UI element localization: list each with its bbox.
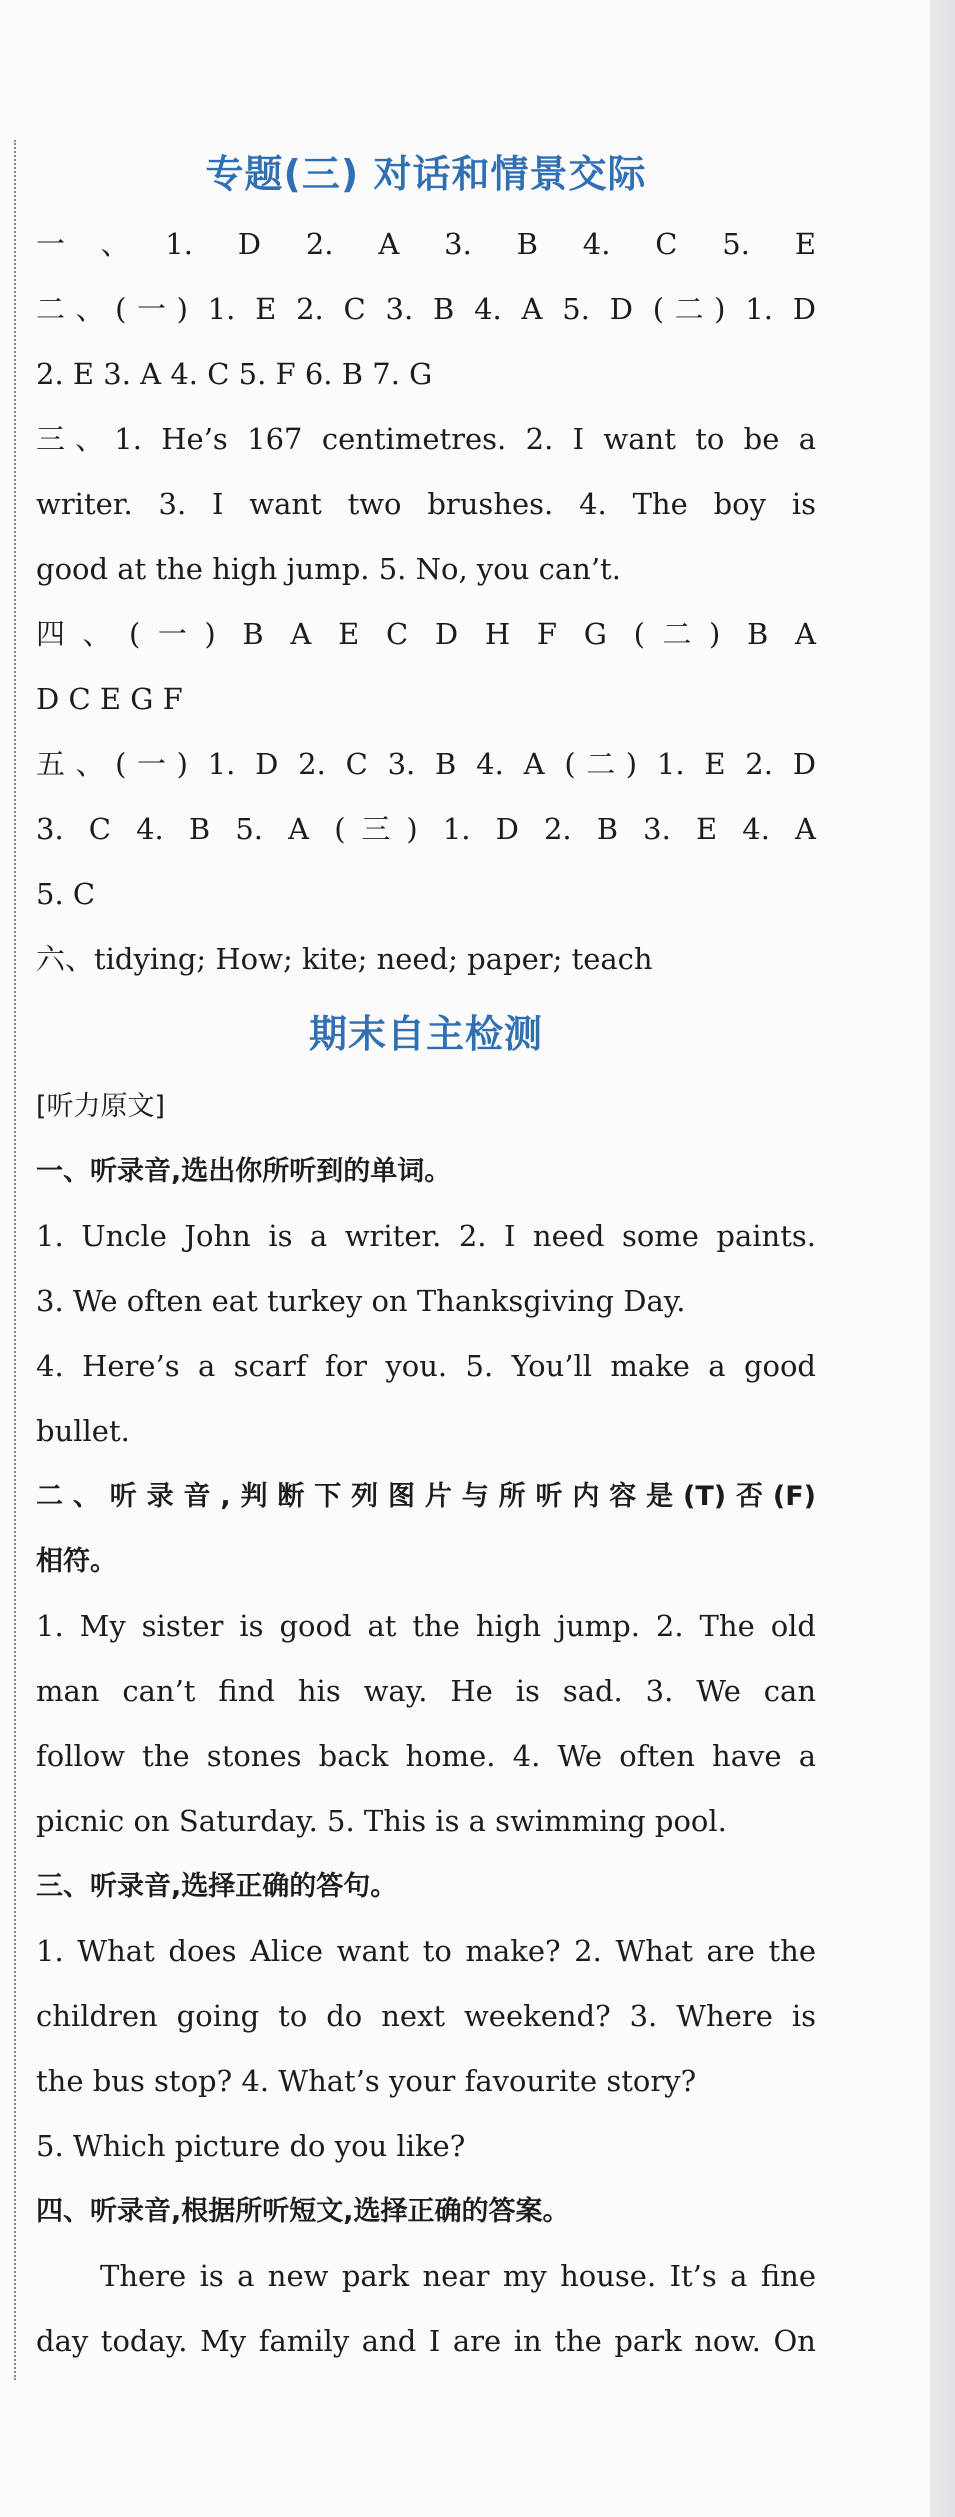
section-title-final-test: 期末自主检测 bbox=[308, 1012, 543, 1056]
answer-line: 三、1. He’s 167 centimetres. 2. I want to be a bbox=[36, 422, 816, 456]
script-line: 1. My sister is good at the high jump. 2. The old bbox=[36, 1609, 816, 1643]
answer-line: 六、tidying; How; kite; need; paper; teach bbox=[36, 942, 653, 976]
script-line: man can’t find his way. He is sad. 3. We can bbox=[36, 1674, 816, 1708]
script-line: children going to do next weekend? 3. Where is bbox=[36, 1999, 816, 2033]
page-content bbox=[36, 136, 816, 2374]
script-line: the bus stop? 4. What’s your favourite story? bbox=[36, 2064, 697, 2098]
passage-line: day today. My family and I are in the park now. On bbox=[36, 2324, 816, 2358]
script-line: bullet. bbox=[36, 1414, 130, 1448]
script-line: follow the stones back home. 4. We often have a bbox=[36, 1739, 816, 1773]
question-heading: 二、听录音,判断下列图片与所听内容是(T)否(F) bbox=[36, 1481, 816, 1512]
script-line: picnic on Saturday. 5. This is a swimming pool. bbox=[36, 1804, 727, 1838]
page-edge-shadow bbox=[930, 0, 955, 2517]
answer-line: 3. C 4. B 5. A (三) 1. D 2. B 3. E 4. A bbox=[36, 812, 816, 846]
margin-dotted-line bbox=[14, 140, 16, 2380]
listening-script-label: [听力原文] bbox=[36, 1091, 166, 1122]
question-heading-continued: 相符。 bbox=[36, 1546, 117, 1577]
script-line: 1. What does Alice want to make? 2. What are the bbox=[36, 1934, 816, 1968]
question-heading: 一、听录音,选出你所听到的单词。 bbox=[36, 1156, 452, 1187]
answer-line: good at the high jump. 5. No, you can’t. bbox=[36, 552, 621, 586]
answer-line: 5. C bbox=[36, 877, 96, 911]
answer-line: 四、(一) B A E C D H F G (二) B A bbox=[36, 617, 816, 651]
script-line: 5. Which picture do you like? bbox=[36, 2129, 466, 2163]
answer-line: 五、(一) 1. D 2. C 3. B 4. A (二) 1. E 2. D bbox=[36, 747, 816, 781]
answer-line: 二、(一) 1. E 2. C 3. B 4. A 5. D (二) 1. D bbox=[36, 292, 816, 326]
answer-line: 2. E 3. A 4. C 5. F 6. B 7. G bbox=[36, 357, 433, 391]
question-heading: 四、听录音,根据所听短文,选择正确的答案。 bbox=[36, 2196, 570, 2227]
question-heading: 三、听录音,选择正确的答句。 bbox=[36, 1871, 398, 1902]
script-line: 4. Here’s a scarf for you. 5. You’ll make a good bbox=[36, 1349, 816, 1383]
answer-line: 一、1. D 2. A 3. B 4. C 5. E bbox=[36, 227, 816, 261]
script-line: 3. We often eat turkey on Thanksgiving Day. bbox=[36, 1284, 686, 1318]
script-line: 1. Uncle John is a writer. 2. I need some paints. bbox=[36, 1219, 816, 1253]
answer-line: D C E G F bbox=[36, 682, 183, 716]
section-title-dialogue: 专题(三) 对话和情景交际 bbox=[205, 152, 647, 196]
answer-line: writer. 3. I want two brushes. 4. The boy is bbox=[36, 487, 816, 521]
passage-line: There is a new park near my house. It’s a fine bbox=[100, 2259, 816, 2293]
